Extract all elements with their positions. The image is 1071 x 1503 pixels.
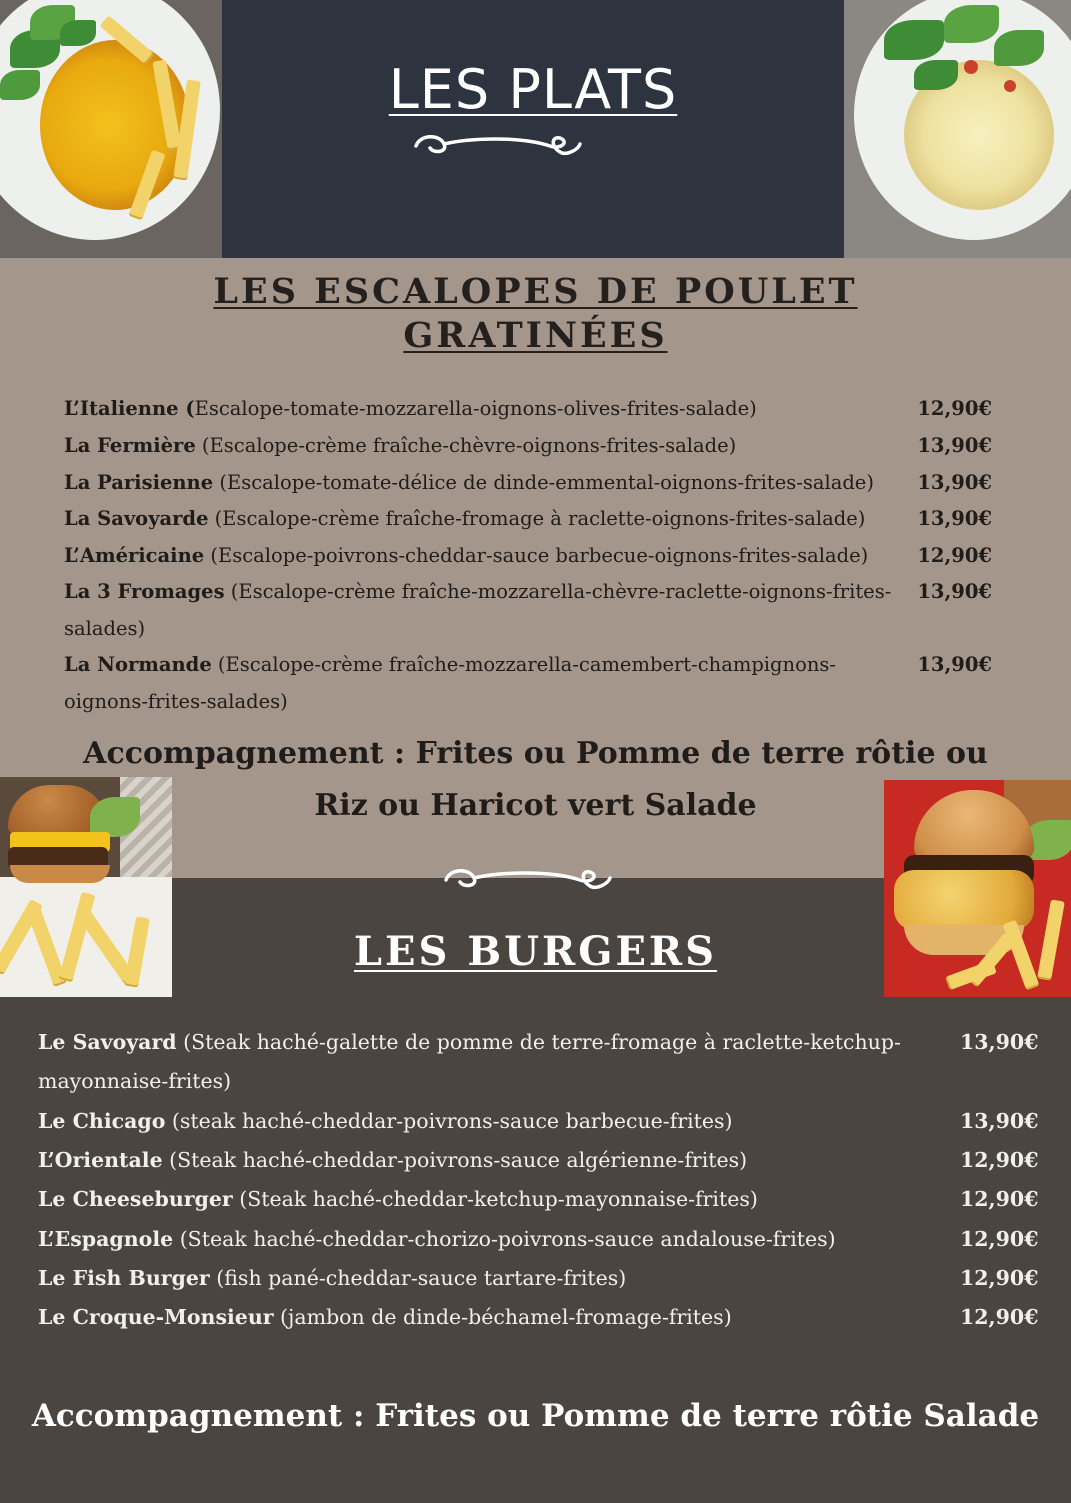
menu-item-3-fromages: La 3 Fromages (Escalope-crème fraîche-mozzarella-chèvre-raclette-oignons-frites-salades) 13,90€ — [64, 574, 914, 647]
menu-item-fermiere: La Fermière (Escalope-crème fraîche-chèvre-oignons-frites-salade) 13,90€ — [64, 428, 914, 465]
escalope-photo-right — [844, 0, 1071, 258]
escalopes-title — [0, 270, 1071, 358]
flourish-ornament-header — [410, 128, 584, 160]
menu-item-savoyarde: La Savoyarde (Escalope-crème fraîche-fromage à raclette-oignons-frites-salade) 13,90€ — [64, 501, 914, 538]
menu-item-price: 13,90€ — [917, 434, 992, 457]
menu-item-fish-burger: Le Fish Burger (fish pané-cheddar-sauce tartare-frites) 12,90€ — [38, 1259, 933, 1298]
escalope-photo-left — [0, 0, 222, 258]
menu-item-price: 12,90€ — [960, 1148, 1039, 1172]
menu-item-price: 13,90€ — [960, 1030, 1039, 1054]
menu-item-price: 13,90€ — [917, 580, 992, 603]
menu-item-parisienne: La Parisienne (Escalope-tomate-délice de dinde-emmental-oignons-frites-salade) 13,90€ — [64, 465, 914, 502]
flourish-ornament-divider — [440, 862, 614, 894]
menu-item-price: 13,90€ — [917, 653, 992, 676]
escalopes-accompaniment: Accompagnement : Frites ou Pomme de terre rôtie ou Riz ou Haricot vert Salade — [83, 736, 988, 823]
menu-item-price: 13,90€ — [917, 471, 992, 494]
escalopes-title-line2: GRATINÉES — [403, 315, 668, 356]
menu-item-cheeseburger: Le Cheeseburger (Steak haché-cheddar-ketchup-mayonnaise-frites) 12,90€ — [38, 1180, 933, 1219]
menu-item-price: 12,90€ — [960, 1227, 1039, 1251]
menu-item-espagnole: L’Espagnole (Steak haché-cheddar-chorizo-poivrons-sauce andalouse-frites) 12,90€ — [38, 1220, 933, 1259]
menu-item-americaine: L’Américaine (Escalope-poivrons-cheddar-sauce barbecue-oignons-frites-salade) 12,90€ — [64, 538, 914, 575]
escalopes-title-line1: LES ESCALOPES DE POULET — [213, 271, 858, 312]
menu-item-normande: La Normande (Escalope-crème fraîche-mozzarella-camembert-champignons-oignons-frites-salades) 13,90€ — [64, 647, 874, 720]
burgers-title: LES BURGERS — [353, 928, 718, 975]
burgers-accompaniment: Accompagnement : Frites ou Pomme de terre rôtie Salade — [31, 1398, 1040, 1434]
menu-item-price: 13,90€ — [960, 1109, 1039, 1133]
menu-item-price: 12,90€ — [917, 397, 992, 420]
page-title: LES PLATS — [388, 58, 678, 121]
menu-item-price: 12,90€ — [960, 1187, 1039, 1211]
menu-item-price: 12,90€ — [960, 1305, 1039, 1329]
menu-item-savoyard: Le Savoyard (Steak haché-galette de pomme de terre-fromage à raclette-ketchup-mayonnaise-frites) 13,90€ — [38, 1023, 933, 1102]
menu-item-croque-monsieur: Le Croque-Monsieur (jambon de dinde-béchamel-fromage-frites) 12,90€ — [38, 1298, 933, 1337]
menu-item-price: 13,90€ — [917, 507, 992, 530]
menu-item-orientale: L’Orientale (Steak haché-cheddar-poivrons-sauce algérienne-frites) 12,90€ — [38, 1141, 933, 1180]
menu-item-italienne: L’Italienne (Escalope-tomate-mozzarella-oignons-olives-frites-salade) 12,90€ — [64, 391, 914, 428]
menu-item-price: 12,90€ — [960, 1266, 1039, 1290]
menu-item-chicago: Le Chicago (steak haché-cheddar-poivrons-sauce barbecue-frites) 13,90€ — [38, 1102, 933, 1141]
menu-item-price: 12,90€ — [917, 544, 992, 567]
